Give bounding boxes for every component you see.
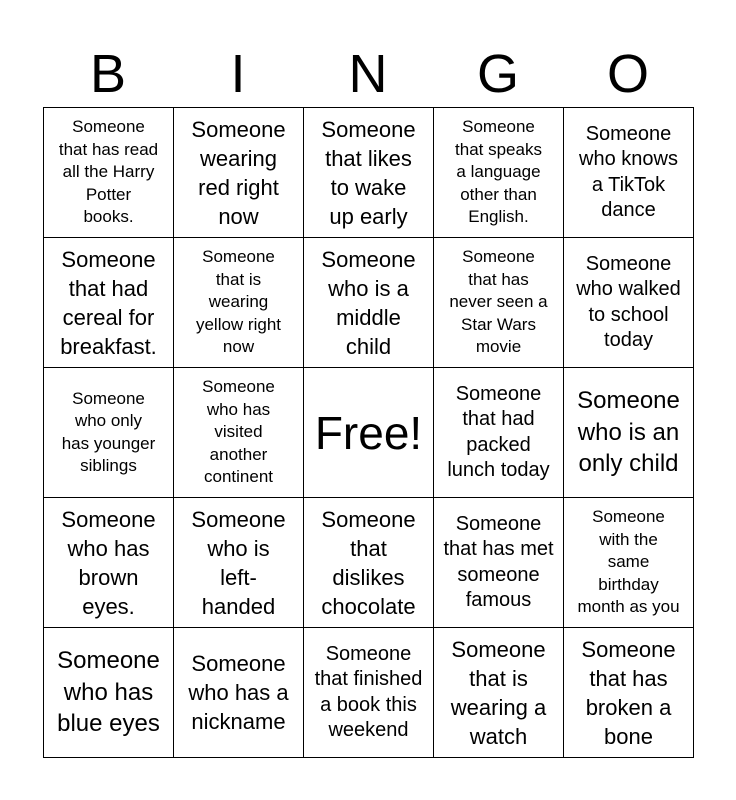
- cell-text: Someone that speaks a language other than English.: [455, 117, 542, 227]
- cell-text: Someone wearing red right now: [191, 116, 286, 229]
- header-letter-i: I: [230, 44, 246, 104]
- cell-text: Someone that has broken a bone: [581, 636, 676, 749]
- cell-text: Someone who has brown eyes.: [61, 506, 156, 619]
- cell-text: Someone that likes to wake up early: [321, 116, 416, 229]
- cell-text: Someone who has visited another continent: [202, 377, 275, 487]
- cell-text: Someone that finished a book this weekend: [314, 642, 423, 741]
- cell-text: Someone who walked to school today: [576, 252, 681, 351]
- bingo-cell: [434, 368, 564, 498]
- board-row: [44, 108, 694, 238]
- bingo-cell: [304, 498, 434, 628]
- bingo-cell: [434, 108, 564, 238]
- bingo-cell: [564, 108, 694, 238]
- cell-text: Someone that had packed lunch today: [447, 382, 550, 481]
- free-space: [304, 368, 434, 498]
- bingo-cell: [174, 628, 304, 758]
- bingo-cell: [564, 238, 694, 368]
- board-row: [44, 368, 694, 498]
- cell-text: Someone with the same birthday month as you: [577, 507, 680, 617]
- bingo-cell: [564, 498, 694, 628]
- cell-text: Someone who has blue eyes: [57, 647, 160, 738]
- cell-text: Someone that has never seen a Star Wars movie: [449, 247, 548, 357]
- cell-text: Someone who is left- handed: [191, 506, 286, 619]
- bingo-header: [43, 40, 693, 108]
- cell-text: Someone who is a middle child: [321, 246, 416, 359]
- bingo-cell: [434, 628, 564, 758]
- cell-text: Someone that has read all the Harry Potter books.: [58, 117, 159, 227]
- board-row: [44, 498, 694, 628]
- cell-text: Someone who has a nickname: [188, 651, 289, 734]
- bingo-cell: [44, 238, 174, 368]
- bingo-cell: [434, 498, 564, 628]
- cell-text: Someone who is an only child: [577, 387, 680, 478]
- board-row: [44, 628, 694, 758]
- bingo-cell: [564, 628, 694, 758]
- bingo-cell: [304, 108, 434, 238]
- bingo-cell: [174, 238, 304, 368]
- bingo-cell: [564, 368, 694, 498]
- header-letter-b: B: [89, 44, 127, 104]
- cell-text: Someone that has met someone famous: [443, 512, 554, 611]
- bingo-cell: [304, 238, 434, 368]
- bingo-cell: [174, 108, 304, 238]
- bingo-board: [43, 107, 694, 758]
- cell-text: Someone who only has younger siblings: [61, 388, 156, 475]
- bingo-cell: [174, 498, 304, 628]
- cell-text: Someone that is wearing a watch: [450, 636, 547, 749]
- header-letter-n: N: [348, 44, 388, 104]
- bingo-cell: [44, 108, 174, 238]
- cell-text: Someone that had cereal for breakfast.: [60, 246, 157, 359]
- bingo-cell: [174, 368, 304, 498]
- cell-text: Someone that is wearing yellow right now: [195, 247, 282, 357]
- bingo-cell: [304, 628, 434, 758]
- free-space-text: Free!: [314, 406, 423, 459]
- header-letter-g: G: [476, 44, 519, 104]
- cell-text: Someone who knows a TikTok dance: [579, 122, 678, 221]
- bingo-cell: [434, 238, 564, 368]
- header-letter-o: O: [606, 44, 649, 104]
- cell-text: Someone that dislikes chocolate: [321, 506, 416, 619]
- bingo-cell: [44, 498, 174, 628]
- bingo-cell: [44, 628, 174, 758]
- board-row: [44, 238, 694, 368]
- bingo-cell: [44, 368, 174, 498]
